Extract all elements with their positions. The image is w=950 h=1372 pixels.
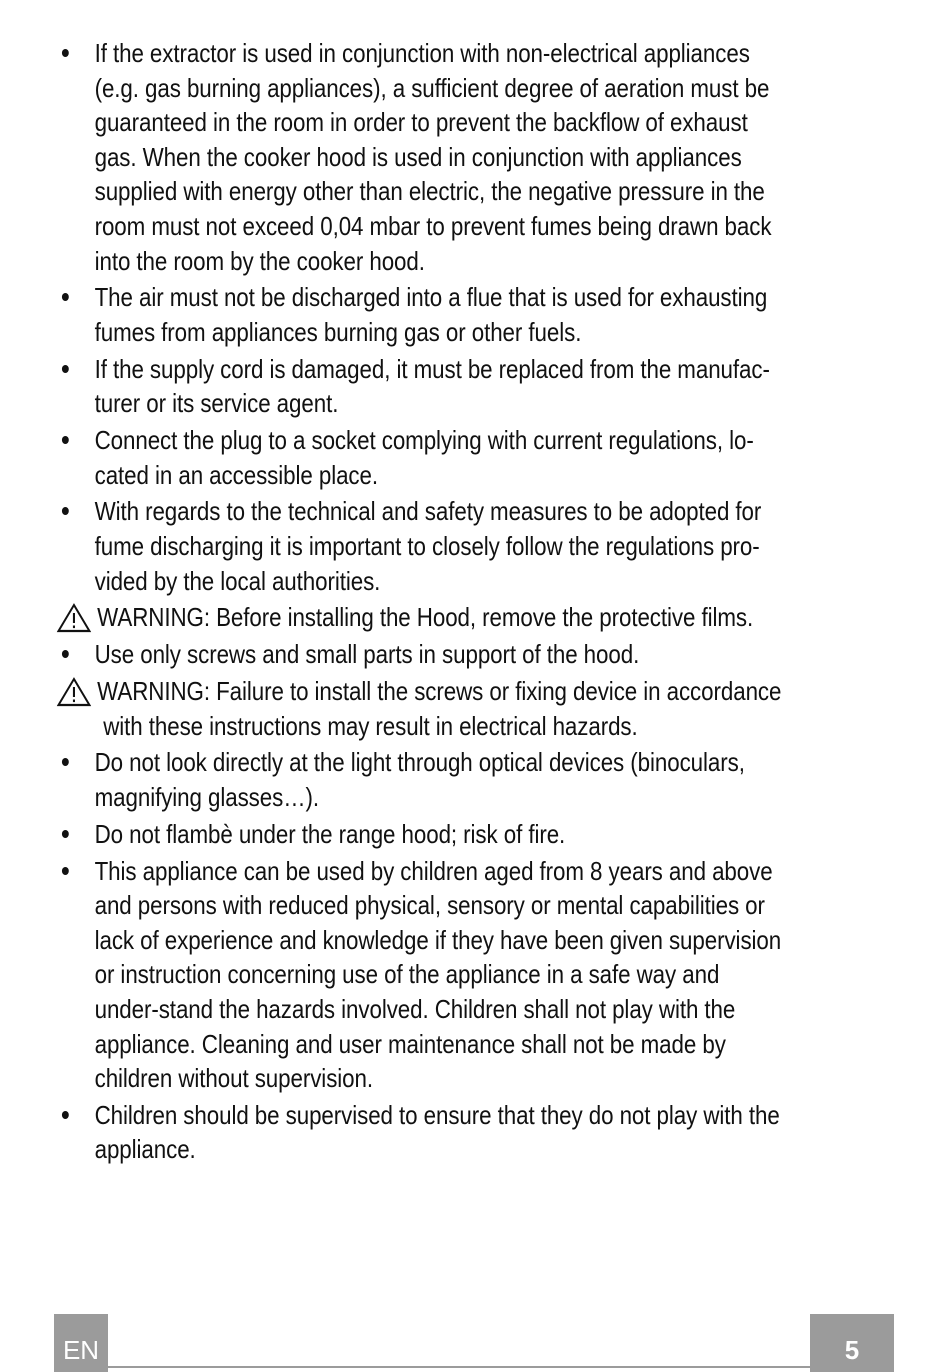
warning-text: Before installing the Hood, remove the protective films. [216, 602, 754, 633]
page-number-tab [810, 1314, 894, 1372]
list-item-text: Use only screws and small parts in support of the hood. [94, 639, 640, 670]
bullet-dot-icon [62, 1111, 69, 1119]
list-item-text: This appliance can be used by children aged from 8 years and above and persons with reduced physical, sensory or mental capabilities or lack of experience and knowledge if they have been given supervision or instruction concerning use of the appliance in a safe way and under-stand the hazards involved. Children shall not play with the appliance. Cleaning and user maintenance shall not be made by children without supervision. [94, 855, 782, 1094]
list-item [0, 745, 784, 814]
list-item [0, 280, 784, 349]
list-item [0, 1098, 784, 1167]
language-tab [54, 1314, 108, 1372]
warning-notice [0, 674, 784, 743]
bullet-dot-icon [62, 365, 69, 373]
list-item [0, 423, 784, 492]
language-label: EN [62, 1335, 100, 1365]
bullet-dot-icon [62, 293, 69, 301]
warning-text-continuation: with these instructions may result in electrical hazards. [103, 710, 638, 741]
warning-text: Failure to install the screws or fixing device in accordance [216, 676, 782, 706]
warning-triangle-icon [57, 603, 91, 633]
bullet-dot-icon [62, 650, 69, 658]
warning-label: WARNING: [97, 602, 210, 633]
list-item-text: Children should be supervised to ensure that they do not play with the appliance. [94, 1099, 780, 1165]
bullet-dot-icon [62, 830, 69, 838]
list-item [0, 352, 784, 421]
bullet-dot-icon [62, 49, 69, 57]
list-item [0, 854, 784, 1096]
safety-instructions-list [0, 36, 950, 1167]
warning-label: WARNING: [97, 676, 210, 706]
list-item [0, 637, 784, 672]
warning-triangle-icon [57, 677, 91, 707]
list-item [0, 494, 784, 598]
warning-notice [0, 600, 784, 635]
list-item-text: The air must not be discharged into a flue that is used for exhausting fumes from appliances burning gas or other fuels. [94, 282, 768, 347]
bullet-dot-icon [62, 867, 69, 875]
bullet-dot-icon [62, 758, 69, 766]
list-item [0, 36, 784, 278]
list-item [0, 817, 784, 852]
list-item-text: Do not flambè under the range hood; risk of fire. [94, 818, 566, 849]
list-item-text: Connect the plug to a socket complying with current regulations, lo-cated in an accessible place. [94, 425, 754, 490]
list-item-text: With regards to the technical and safety measures to be adopted for fume discharging it is important to closely follow the regulations pro-vided by the local authorities. [94, 496, 762, 596]
bullet-dot-icon [62, 507, 69, 515]
list-item-text: Do not look directly at the light through optical devices (binoculars, magnifying glasses…). [94, 747, 745, 812]
bullet-dot-icon [62, 436, 69, 444]
list-item-text: If the supply cord is damaged, it must be replaced from the manufac-turer or its service agent. [94, 353, 770, 419]
list-item-text: If the extractor is used in conjunction with non-electrical appliances (e.g. gas burning appliances), a sufficient degree of aeration must be guaranteed in the room in order to prevent the backflow of exhaust gas. When the cooker hood is used in conjunction with appliances supplied with energy other than electric, the negative pressure in the room must not exceed 0,04 mbar to prevent fumes being drawn back into the room by the cooker hood. [94, 38, 772, 276]
page-number: 5 [844, 1335, 860, 1365]
footer-rule [108, 1366, 810, 1368]
